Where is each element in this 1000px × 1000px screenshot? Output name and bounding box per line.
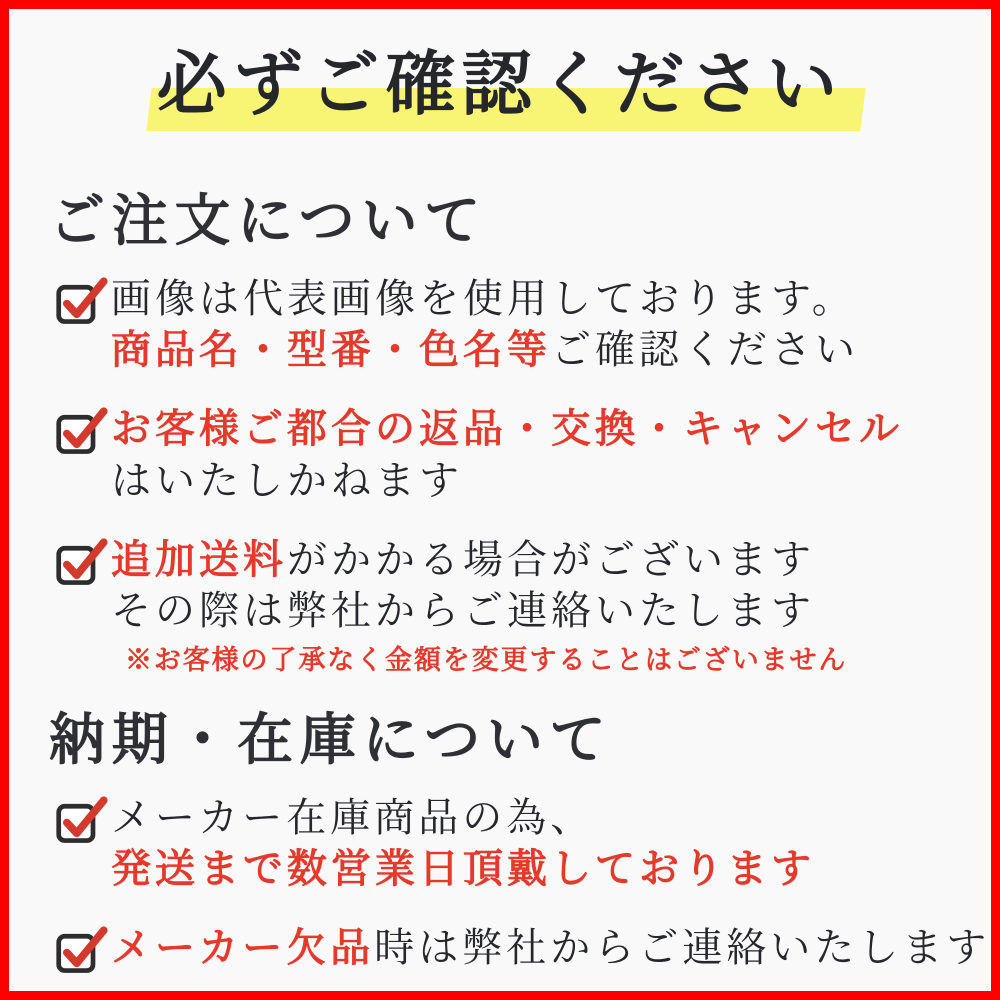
text-segment: がかかる場合がございます [287, 536, 815, 582]
item-line [111, 455, 903, 506]
text-segment: その際は弊社からご連絡いたします [111, 587, 815, 633]
item-text [111, 534, 847, 678]
text-segment: 時は弊社からご連絡いたします [374, 925, 991, 971]
text-segment: 画像は代表画像を使用しております。 [111, 276, 856, 321]
item-line [111, 922, 990, 973]
item-line [111, 273, 859, 324]
checked-checkbox-icon [55, 538, 107, 586]
item-line [111, 324, 859, 375]
list-item [55, 792, 971, 894]
item-line [111, 792, 815, 843]
checked-checkbox-icon [55, 926, 107, 974]
text-segment: 商品名・型番・色名等 [111, 327, 551, 373]
text-segment: メーカー欠品 [111, 925, 375, 971]
section [49, 706, 991, 974]
text-segment: メーカー在庫商品の為、 [111, 794, 595, 840]
item-line [111, 534, 847, 585]
list-item [55, 922, 991, 974]
item-line [111, 403, 903, 454]
item-list [55, 792, 991, 974]
item-text [111, 922, 990, 973]
checked-checkbox-icon [55, 277, 107, 325]
item-line [111, 585, 847, 636]
section [49, 187, 971, 678]
checked-checkbox-icon [55, 796, 107, 844]
text-segment: お客様ご都合の返品・交換・キャンセル [111, 406, 903, 452]
section-heading: 納期・在庫について [49, 709, 613, 772]
item-text [111, 792, 815, 894]
page-title: 必ずご確認ください [156, 47, 844, 124]
checked-checkbox-icon [55, 407, 107, 455]
item-text [111, 273, 859, 375]
page-title-wrap [9, 39, 991, 143]
item-line [111, 843, 815, 894]
list-item [55, 403, 971, 505]
text-segment: ※お客様の了承なく金額を変更することはございません [125, 645, 848, 676]
item-list [55, 273, 971, 678]
sections [9, 143, 991, 974]
item-text [111, 403, 903, 505]
text-segment: 追加送料 [111, 536, 287, 582]
list-item [55, 273, 971, 375]
text-segment: 発送まで数営業日頂戴しております [111, 845, 815, 891]
text-segment: はいたしかねます [111, 457, 463, 503]
section-heading: ご注文について [49, 191, 487, 253]
list-item [55, 534, 971, 678]
text-segment: ご確認ください [551, 327, 859, 373]
item-note-line [125, 643, 847, 678]
